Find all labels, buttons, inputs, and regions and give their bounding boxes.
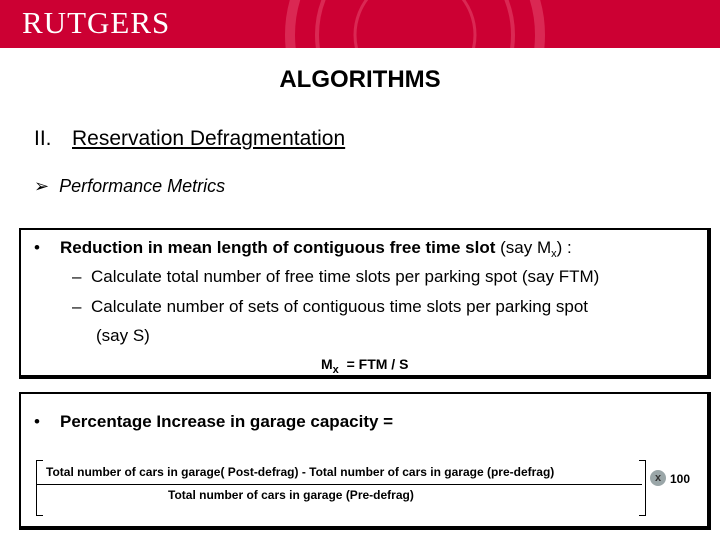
dash-1: – xyxy=(72,267,82,286)
dash-2: – xyxy=(72,297,82,316)
garage-capacity-heading: Percentage Increase in garage capacity = xyxy=(60,412,394,431)
section-number: II. xyxy=(34,127,52,150)
section-heading xyxy=(34,127,345,151)
header-banner xyxy=(0,0,720,48)
rutgers-logo: RUTGERS xyxy=(22,5,171,40)
mean-length-heading xyxy=(60,238,572,258)
fraction-line xyxy=(36,484,642,485)
right-bracket xyxy=(639,460,646,516)
sub-point-s-cont: (say S) xyxy=(96,326,150,345)
fraction-numerator: Total number of cars in garage( Post-defrag) - Total number of cars in garage (pre-defrag) xyxy=(46,465,555,479)
metric-heading-text: Performance Metrics xyxy=(59,176,226,196)
formula-mx xyxy=(321,356,409,376)
heading-end: ) : xyxy=(556,238,572,257)
sub-point-s: Calculate number of sets of contiguous time slots per parking spot xyxy=(91,297,589,316)
bullet-icon: • xyxy=(34,238,40,257)
left-bracket xyxy=(36,460,43,516)
metric-heading xyxy=(34,176,225,197)
say-text: (say M xyxy=(495,238,552,257)
formula-rest: = FTM / S xyxy=(346,356,409,372)
mean-length-heading-bold: Reduction in mean length of contiguous free time slot xyxy=(60,238,496,257)
times-icon: x xyxy=(650,470,666,486)
arrow-bullet-icon: ➢ xyxy=(34,176,50,196)
fraction-denominator: Total number of cars in garage (Pre-defrag) xyxy=(168,488,414,502)
sub-point-ftm: Calculate total number of free time slots per parking spot (say FTM) xyxy=(91,267,600,286)
subscript-x: x xyxy=(551,248,557,260)
section-title: Reservation Defragmentation xyxy=(72,127,346,150)
bullet-icon: • xyxy=(34,412,40,431)
slide-title: ALGORITHMS xyxy=(279,66,441,93)
formula-subscript: x xyxy=(332,364,339,376)
university-seal-icon xyxy=(235,0,595,48)
multiplier-100: 100 xyxy=(670,472,691,486)
formula-m: M xyxy=(321,356,333,372)
